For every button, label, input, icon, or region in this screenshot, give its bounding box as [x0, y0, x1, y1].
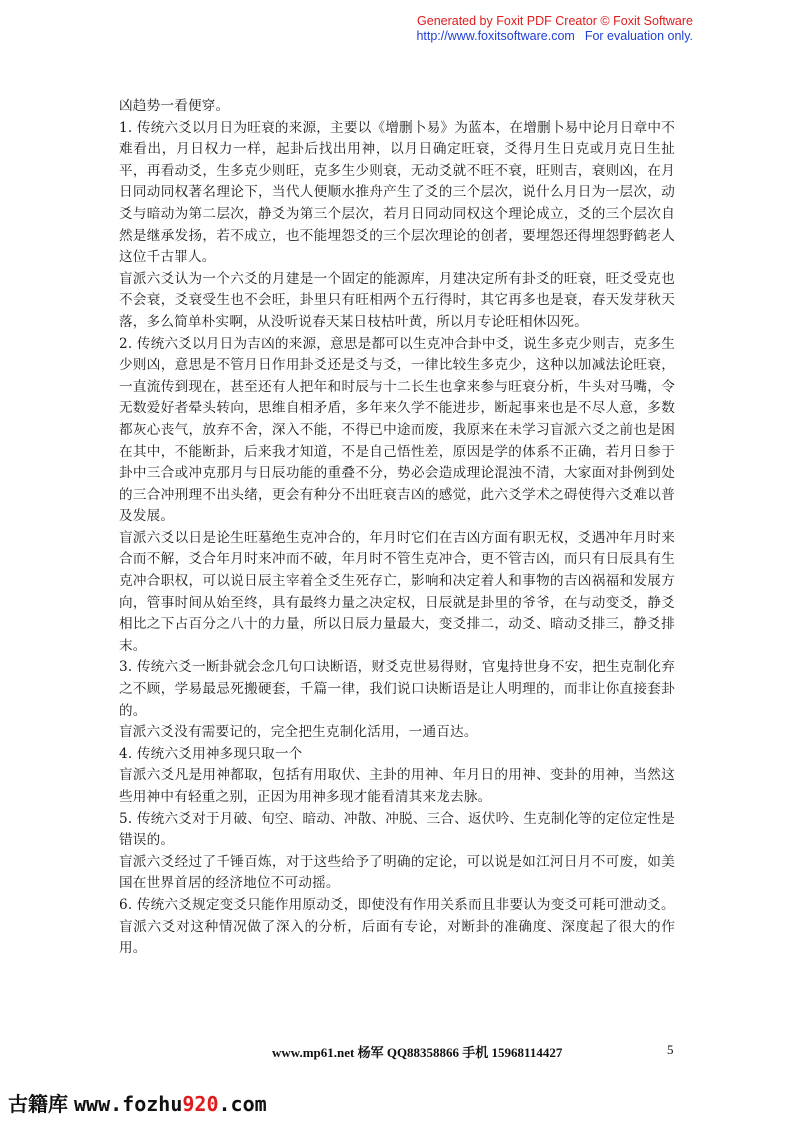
foxit-evaluation-note: For evaluation only.: [584, 29, 693, 43]
site-banner-suffix: .com: [218, 1092, 267, 1116]
paragraph: 盲派六爻没有需要记的，完全把生克制化活用，一通百达。: [119, 724, 478, 741]
paragraph: 凶趋势一看便穿。: [119, 98, 230, 114]
site-banner[interactable]: [8, 1088, 267, 1117]
foxit-watermark: [416, 14, 693, 44]
paragraph: 3. 传统六爻一断卦就会念几句口诀断语，财爻克世易得财，官鬼持世身不安，把生克制化弃之不顾，学易最忌死搬硬套，千篇一律，我们说口诀断语是让人明理的，而非让你直接套卦的。: [119, 659, 675, 719]
site-banner-name: 古籍库: [8, 1092, 68, 1116]
paragraph: 5. 传统六爻对于月破、旬空、暗动、冲散、冲脱、三合、返伏吟、生克制化等的定位定性是错误的。: [119, 810, 675, 849]
paragraph: 2. 传统六爻以月日为吉凶的来源，意思是都可以生克冲合卦中爻，说生多克少则吉，克多生少则凶，意思是不管月日作用卦爻还是爻与爻，一律比较生多克少，这种以加减法论旺衰，一直流传到现在，甚至还有人把年和时辰与十二长生也拿来参与旺衰分析，牛头对马嘴，令无数爱好者晕头转向，思维自相矛盾，多年来久学不能进步，断起事来也是不尽人意，多数都灰心丧气，放弃不舍，深入不能，不得已中途而废，我原来在未学习盲派六爻之前也是困在其中，不能断卦，后来我才知道，不是自己悟性差，原因是学的体系不正确，若月日参于卦中三合或冲克那月与日辰功能的重叠不分，势必会造成理论混浊不清，大家面对卦例到处的三合冲刑理不出头绪，更会有种分不出旺衰吉凶的感觉，此六爻学术之碍使得六爻难以普及发展。: [119, 335, 675, 525]
paragraph: 盲派六爻经过了千锤百炼，对于这些给予了明确的定论，可以说是如江河日月不可废，如美国在世界首居的经济地位不可动摇。: [119, 853, 675, 892]
paragraph: 盲派六爻以日是论生旺墓绝生克冲合的，年月时它们在吉凶方面有职无权，爻遇冲年月时来合而不解，爻合年月时来冲而不破，年月时不管生克冲合，更不管吉凶，而只有日辰具有生克冲合职权，可以说日辰主宰着全爻生死存亡，影响和决定着人和事物的吉凶祸福和发展方向，管事时间从始至终，具有最终力量之决定权，日辰就是卦里的爷爷，在与动变爻，静爻相比之下占百分之八十的力量，所以日辰力量最大，变爻排二，动爻、暗动爻排三，静爻排末。: [119, 529, 675, 654]
foxit-url-link[interactable]: http://www.foxitsoftware.com: [416, 29, 575, 43]
paragraph: 6. 传统六爻规定变爻只能作用原动爻，即使没有作用关系而且非要认为变爻可耗可泄动爻。: [119, 896, 675, 913]
site-banner-number: 920: [182, 1092, 219, 1116]
paragraph: 1. 传统六爻以月日为旺衰的来源，主要以《增删卜易》为蓝本，在增删卜易中论月日章中不难看出，月日权力一样，起卦后找出用神，以月日确定旺衰，爻得月生日克或月克日生扯平，再看动爻，生多克少则旺，克多生少则衰，无动爻就不旺不衰，旺则吉，衰则凶，在月日同动同权著名理论下，当代人便顺水推舟产生了爻的三个层次，说什么月日为一层次，动爻与暗动为第二层次，静爻为第三个层次，若月日同动同权这个理论成立，爻的三个层次自然是继承发扬，若不成立，也不能埋怨爻的三个层次理论的创者，要埋怨还得埋怨野鹤老人这位千古罪人。: [119, 119, 675, 266]
footer-contact-text: www.mp61.net 杨军 QQ88358866 手机 15968114427: [272, 1045, 563, 1060]
paragraph: 4. 传统六爻用神多现只取一个: [119, 745, 303, 762]
site-banner-prefix: www.fozhu: [74, 1092, 183, 1116]
paragraph: 盲派六爻认为一个六爻的月建是一个固定的能源库，月建决定所有卦爻的旺衰，旺爻受克也不会衰，爻衰受生也不会旺，卦里只有旺相两个五行得时，其它再多也是衰，春天发芽秋天落，多么简单朴实啊，从没听说春天某日枝枯叶黄，所以月专论旺相休囚死。: [119, 270, 675, 330]
paragraph: 盲派六爻对这种情况做了深入的分析，后面有专论，对断卦的准确度、深度起了很大的作用。: [119, 918, 675, 957]
document-body: [119, 96, 675, 960]
paragraph: 盲派六爻凡是用神都取，包括有用取伏、主卦的用神、年月日的用神、变卦的用神，当然这些用神中有轻重之别，正因为用神多现才能看清其来龙去脉。: [119, 767, 675, 805]
page-footer: [0, 1042, 793, 1060]
foxit-url-line: [416, 29, 693, 44]
foxit-generated-text: Generated by Foxit PDF Creator © Foxit Software: [417, 14, 693, 28]
page-number: 5: [667, 1042, 674, 1057]
